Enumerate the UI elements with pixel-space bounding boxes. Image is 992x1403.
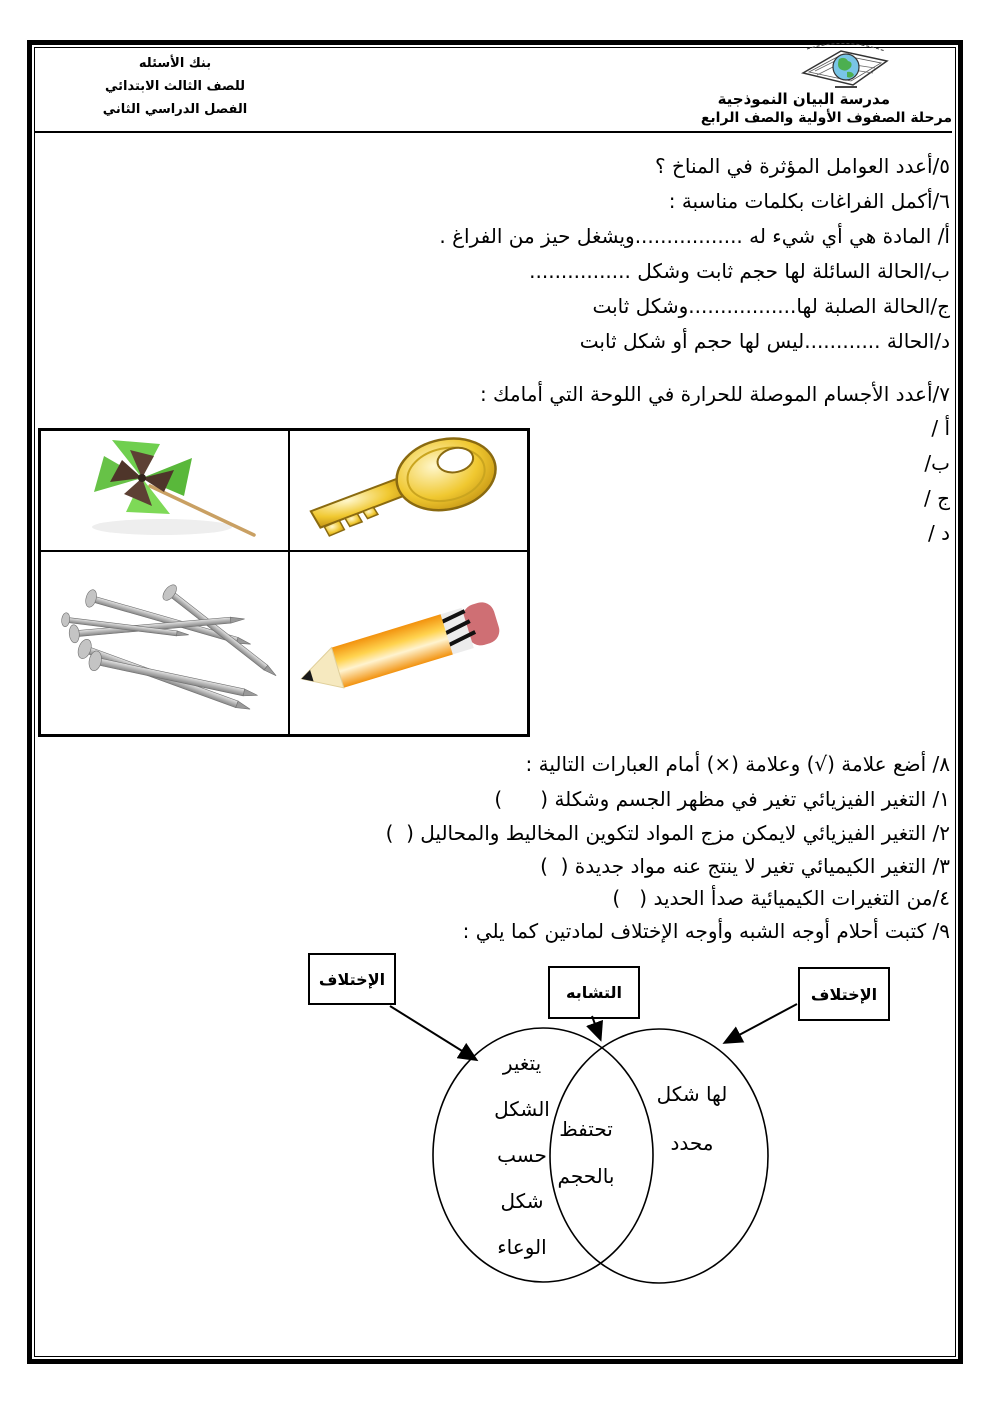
bank-line-3: الفصل الدراسي الثاني [102,102,248,117]
venn-overlap-line-2: بالحجم [557,1164,615,1188]
q7-answer-d: د / [927,521,950,545]
question-6-title: ٦/أكمل الفراغات بكلمات مناسبة : [668,189,950,213]
school-logo-icon [795,41,895,93]
bank-line-1: بنك الأسئله [138,56,212,71]
q6-blank-d: د/الحالة ............ليس لها حجم أو شكل ثابت [579,329,950,353]
header-separator [34,131,952,133]
q8-statement-3: ٣/ التغير الكيميائي تغير لا ينتج عنه مواد جديدة ( ) [540,854,950,878]
q7-answer-b: ب/ [924,451,950,475]
question-8-title: ٨/ أضع علامة (√) وعلامة (×) أمام العبارات التالية : [525,752,950,776]
objects-table [38,428,530,737]
venn-right-line-2: محدد [670,1131,714,1155]
difference-label-box-left: الإختلاف [308,953,396,1005]
venn-left-line-5: الوعاء [497,1235,547,1259]
venn-left-line-3: حسب [497,1143,547,1167]
question-7-title: ٧/أعدد الأجسام الموصلة للحرارة في اللوحة التي أمامك : [479,382,950,406]
venn-overlap-text [536,1106,636,1200]
venn-right-circle-text [632,1070,752,1168]
table-cell-key [289,430,528,551]
question-5: ٥/أعدد العوامل المؤثرة في المناخ ؟ [655,154,950,178]
q8-statement-1: ١/ التغير الفيزيائي تغير في مظهر الجسم وشكلة ( ) [494,787,950,811]
table-cell-nails [40,551,289,735]
q8-statement-4: ٤/من التغيرات الكيميائية صدأ الحديد ( ) [612,886,950,910]
nails-image [42,553,287,733]
key-image [291,432,526,549]
venn-left-line-1: يتغير [502,1051,542,1075]
venn-left-line-2: الشكل [494,1097,550,1121]
question-9-title: ٩/ كتبت أحلام أوجه الشبه وأوجه الإختلاف لمادتين كما يلي : [462,919,950,943]
exam-bank-info [60,52,290,121]
school-name: مدرسة البيان النموذجية [717,90,890,108]
q7-answer-c: ج / [923,486,950,510]
q6-blank-b: ب/الحالة السائلة لها حجم ثابت وشكل ................ [529,259,950,283]
q7-answer-a: أ / [931,416,950,440]
bank-line-2: للصف الثالث الابتدائي [104,79,246,94]
table-cell-pinwheel [40,430,289,551]
difference-label-box-right: الإختلاف [798,967,890,1021]
venn-left-line-4: شكل [500,1189,544,1213]
pinwheel-image [42,432,287,549]
pencil-image [291,553,526,733]
q6-blank-c: ج/الحالة الصلبة لها.................وشكل ثابت [592,294,950,318]
table-cell-pencil [289,551,528,735]
venn-overlap-line-1: تحتفظ [559,1117,613,1141]
school-stage: مرحلة الصفوف الأولية والصف الرابع [700,110,952,126]
q6-blank-a: أ/ المادة هي أي شيء له .................ويشغل حيز من الفراغ . [439,224,950,248]
venn-right-line-1: لها شكل [656,1082,728,1106]
similarity-label-box: التشابه [548,966,640,1019]
q8-statement-2: ٢/ التغير الفيزيائي لايمكن مزج المواد لتكوين المخاليط والمحاليل ( ) [385,821,950,845]
